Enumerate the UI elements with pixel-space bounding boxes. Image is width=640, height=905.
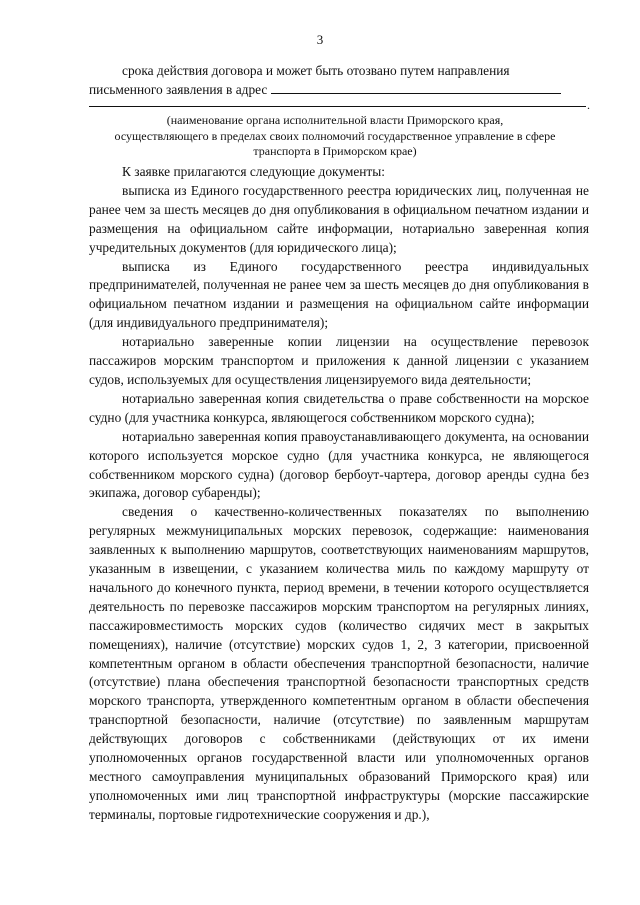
caption-line-2: осуществляющего в пределах своих полномочий государственное управление в сфере	[114, 128, 556, 143]
intro-line-2	[89, 81, 589, 100]
documents-list	[89, 163, 589, 825]
paragraph-performance-data: сведения о качественно-количественных показателях по выполнению регулярных межмуниципальных морских перевозок, содержащие: наименования заявленных к выполнению маршрутов, соответствующих наименованиям маршрутов, указанным в извещении, с указанием количества миль по каждому маршруту от начального до конечного пункта, период времени, в течении которого осуществляется деятельность по перевозке пассажиров морским транспортом на регулярных линиях, пассажировместимость морских судов (количество сидячих мест в закрытых помещениях), наличие (отсутствие) морских судов 1, 2, 3 категории, присвоенной компетентным органом в области обеспечения транспортной безопасности, наличие (отсутствие) плана обеспечения транспортной безопасности транспортных средств морского транспорта, утвержденного компетентным органом в области обеспечения транспортной безопасности, наличие (отсутствие) по заявленным маршрутам действующих договоров с собственниками (действующих от их имени уполномоченных органов государственной власти или уполномоченных органов местного самоуправления муниципальных образований Приморского края) или уполномоченных ими лиц транспортной инфраструктуры (морские пассажирские терминалы, портовые гидротехнические сооружения и др.),	[89, 504, 589, 822]
paragraph-ownership-certificate: нотариально заверенная копия свидетельства о праве собственности на морское судно (для участника конкурса, являющегося собственником морского судна);	[89, 390, 589, 425]
paragraph-license-copies: нотариально заверенные копии лицензии на осуществление перевозок пассажиров морским транспортом и приложения к данной лицензии с указанием судов, используемых для осуществления лицензируемого вида деятельности;	[89, 334, 589, 387]
paragraph-legal-entity-extract: выписка из Единого государственного реестра юридических лиц, полученная не ранее чем за шесть месяцев до дня опубликования в официальном печатном издании и размещения на официальном сайте информации, нотариально заверенная копия учредительных документов (для юридического лица);	[89, 182, 589, 255]
page-number: 3	[316, 32, 324, 47]
caption-line-1: (наименование органа исполнительной власти Приморского края,	[166, 113, 504, 127]
intro-line-2-text: письменного заявления в адрес	[89, 81, 268, 97]
address-caption	[70, 113, 600, 160]
address-blank-line-2	[89, 106, 586, 107]
intro-line-1: срока действия договора и может быть отозвано путем направления	[122, 63, 510, 78]
paragraph-entrepreneur-extract: выписка из Единого государственного реестра индивидуальных предпринимателей, полученная не ранее чем за шесть месяцев до дня опубликования в официальном печатном издании и размещения на официальном сайте информации (для индивидуального предпринимателя);	[89, 258, 589, 331]
address-blank-line	[271, 81, 561, 94]
paragraph-title-document: нотариально заверенная копия правоустанавливающего документа, на основании которого используется морское судно (для участника конкурса, не являющегося собственником морского судна) (договор бербоут-чартера, договор аренды судна без экипажа, договор субаренды);	[89, 428, 589, 501]
caption-line-3: транспорта в Приморском крае)	[253, 144, 417, 159]
attachments-heading: К заявке прилагаются следующие документы:	[122, 164, 386, 179]
line-end-dot: .	[587, 98, 590, 112]
intro-block	[89, 62, 589, 100]
